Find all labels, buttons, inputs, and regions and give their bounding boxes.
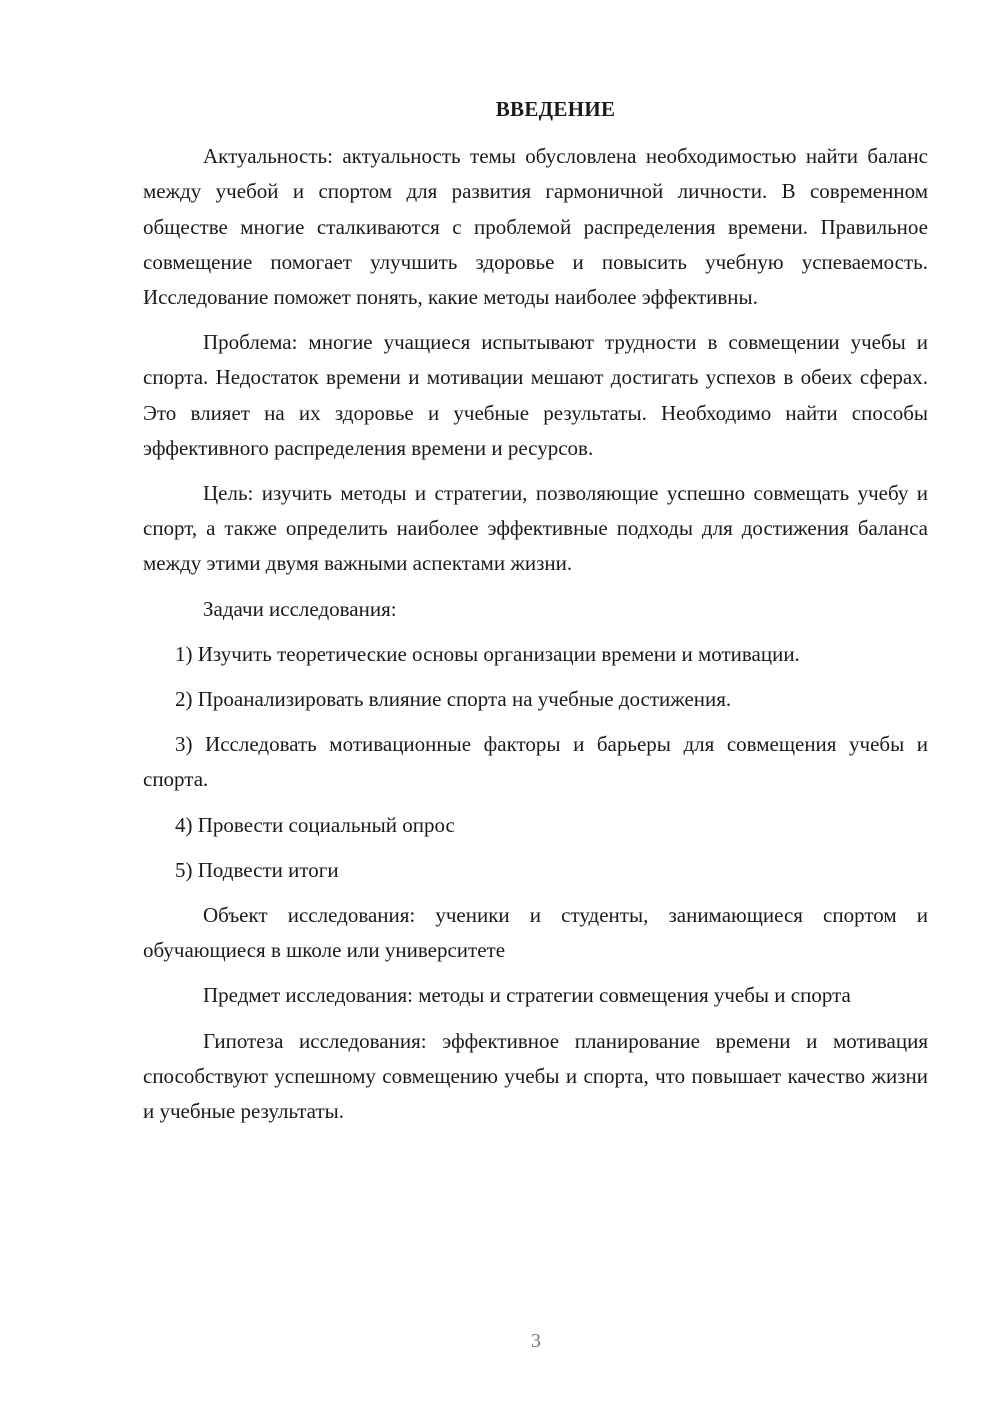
page-number: 3 <box>531 1330 541 1352</box>
object-paragraph: Объект исследования: ученики и студенты, занимающиеся спортом и обучающиеся в школе или университете <box>143 903 928 963</box>
task-item-4: 4) Провести социальный опрос <box>175 812 455 837</box>
document-body <box>143 92 928 1129</box>
task-item-5: 5) Подвести итоги <box>175 857 339 882</box>
task-item-2: 2) Проанализировать влияние спорта на учебные достижения. <box>175 687 732 712</box>
relevance-paragraph: Актуальность: актуальность темы обусловлена необходимостью найти баланс между учебой и спортом для развития гармоничной личности. В современном обществе многие сталкиваются с проблемой распределения времени. Правильное совмещение помогает улучшить здоровье и повысить учебную успеваемость. Исследование поможет понять, какие методы наиболее эффективны. <box>143 144 928 310</box>
page-title: ВВЕДЕНИЕ <box>495 97 616 121</box>
task-item-3: 3) Исследовать мотивационные факторы и барьеры для совмещения учебы и спорта. <box>143 732 928 792</box>
problem-paragraph: Проблема: многие учащиеся испытывают трудности в совмещении учебы и спорта. Недостаток времени и мотивации мешают достигать успехов в обеих сферах. Это влияет на их здоровье и учебные результаты. Необходимо найти способы эффективного распределения времени и ресурсов. <box>143 330 928 460</box>
tasks-heading: Задачи исследования: <box>203 596 397 621</box>
task-item-1: 1) Изучить теоретические основы организации времени и мотивации. <box>175 641 800 666</box>
goal-paragraph: Цель: изучить методы и стратегии, позволяющие успешно совмещать учебу и спорт, а также определить наиболее эффективные подходы для достижения баланса между этими двумя важными аспектами жизни. <box>143 481 928 576</box>
subject-paragraph: Предмет исследования: методы и стратегии совмещения учебы и спорта <box>203 983 851 1008</box>
hypothesis-paragraph: Гипотеза исследования: эффективное планирование времени и мотивация способствуют успешному совмещению учебы и спорта, что повышает качество жизни и учебные результаты. <box>143 1028 928 1124</box>
